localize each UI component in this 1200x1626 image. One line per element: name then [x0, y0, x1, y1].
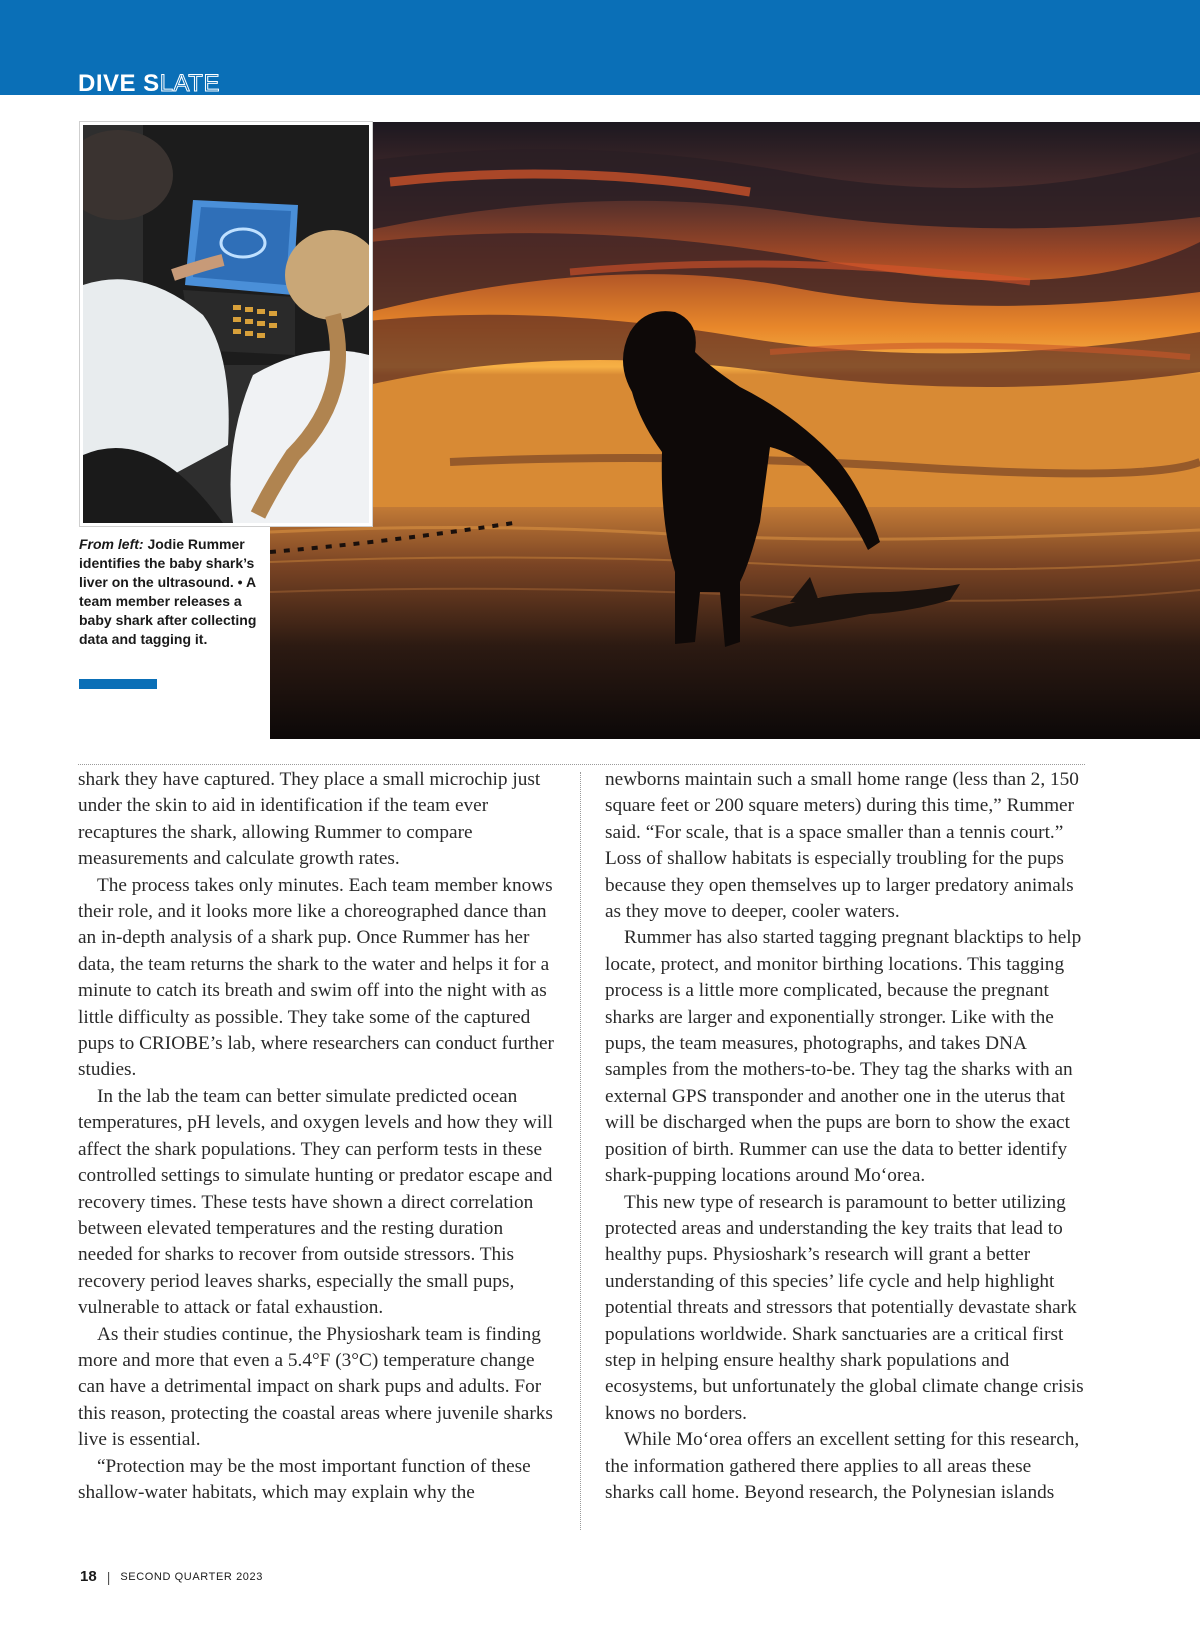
paragraph: The process takes only minutes. Each team member knows their role, and it looks more like a choreographed dance than an in-depth analysis of a shark pup. Once Rummer has her data, the team returns the shark to the water and helps it for a minute to catch its breath and swim off into the night with as little difficulty as possible. They take some of the captured pups to CRIOBE’s lab, where researchers can conduct further studies.	[78, 874, 554, 1081]
article-column-left	[78, 767, 558, 1506]
sunset-photo-art	[270, 122, 1200, 739]
horizontal-divider	[78, 764, 1085, 765]
ultrasound-photo-art	[83, 125, 369, 523]
paragraph: “Protection may be the most important function of these shallow-water habitats, which may explain why the	[78, 1455, 531, 1503]
paragraph: As their studies continue, the Physioshark team is finding more and more that even a 5.4°F (3°C) temperature change can have a detrimental impact on shark pups and adults. For this reason, protecting the coastal areas where juvenile sharks live is essential.	[78, 1323, 553, 1451]
photo-caption	[79, 535, 259, 649]
section-label-outline: LATE	[159, 72, 220, 94]
ultrasound-photo	[80, 122, 372, 526]
paragraph: shark they have captured. They place a small microchip just under the skin to aid in identification if the team ever recaptures the shark, allowing Rummer to compare measurements and calculate growth rates.	[78, 769, 541, 870]
paragraph: Rummer has also started tagging pregnant blacktips to help locate, protect, and monitor birthing locations. This tagging process is a little more complicated, because the pregnant sharks are larger and exponentially stronger. Like with the pups, the team measures, photographs, and takes DNA samples from the mothers-to-be. They tag the sharks with an external GPS transponder and another one in the uterus that will be discharged when the pups are born to show the exact position of birth. Rummer can use the data to better identify shark-pupping locations around Mo‘orea.	[605, 927, 1082, 1187]
sunset-silhouette-photo	[270, 122, 1200, 739]
issue-label: SECOND QUARTER 2023	[120, 1570, 263, 1583]
paragraph: This new type of research is paramount to better utilizing protected areas and understanding the key traits that lead to healthy pups. Physioshark’s research will grant a better understanding of this species’ life cycle and help highlight potential threats and stressors that potentially devastate shark populations worldwide. Shark sanctuaries are a critical first step in helping ensure healthy shark populations and ecosystems, but unfortunately the global climate change crisis knows no borders.	[605, 1191, 1084, 1424]
section-label-solid: DIVE S	[78, 72, 160, 94]
section-label	[78, 72, 220, 94]
paragraph: While Mo‘orea offers an excellent setting for this research, the information gathered there applies to all areas these sharks call home. Beyond research, the Polynesian islands	[605, 1429, 1080, 1503]
page-footer	[80, 1568, 263, 1585]
column-divider	[580, 772, 581, 1530]
footer-separator: |	[106, 1568, 111, 1585]
paragraph: In the lab the team can better simulate predicted ocean temperatures, pH levels, and oxygen levels and how they will affect the shark populations. They can perform tests in these controlled settings to simulate hunting or predator escape and recovery times. These tests have shown a direct correlation between elevated temperatures and the resting duration needed for sharks to recover from outside stressors. This recovery period leaves sharks, especially the small pups, vulnerable to attack or fatal exhaustion.	[78, 1085, 553, 1319]
paragraph: newborns maintain such a small home range (less than 2, 150 square feet or 200 square meters) during this time,” Rummer said. “For scale, that is a space smaller than a tennis court.” Loss of shallow habitats is especially troubling for the pups because they open themselves up to larger predatory animals as they move to deeper, cooler waters.	[605, 769, 1079, 923]
article-column-right	[605, 767, 1085, 1506]
caption-text: Jodie Rummer identifies the baby shark’s liver on the ultrasound. • A team member releases a baby shark after collecting data and tagging it.	[79, 536, 257, 647]
caption-lead: From left:	[79, 536, 144, 552]
page-number: 18	[80, 1568, 97, 1585]
caption-accent-bar	[79, 679, 157, 689]
